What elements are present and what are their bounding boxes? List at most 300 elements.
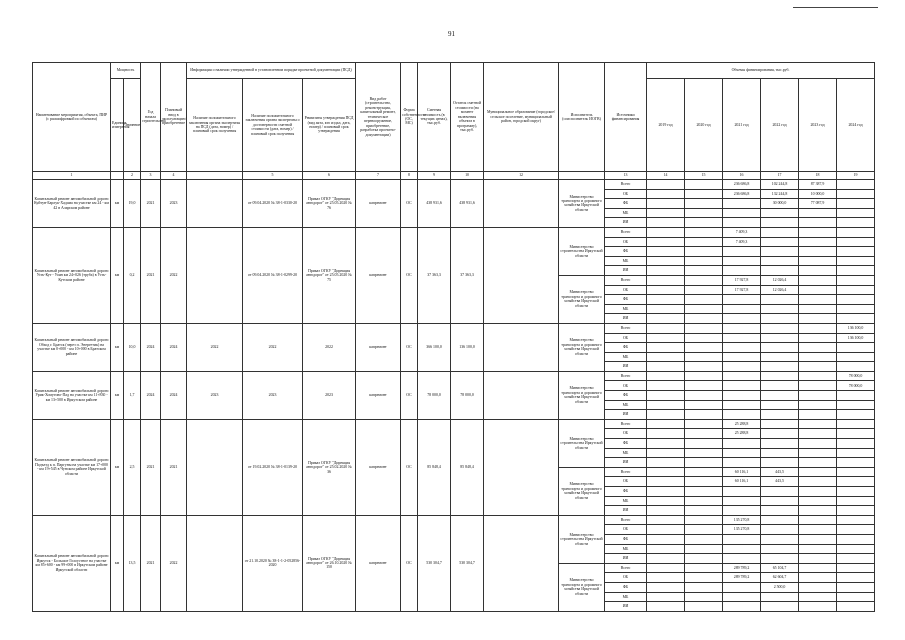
funding-value (647, 227, 685, 237)
object-unit: км (111, 180, 124, 228)
object-approval: 2022 (303, 323, 356, 371)
object-value: 1,7 (124, 371, 141, 419)
funding-value (685, 487, 723, 497)
header-docs: Информация о наличии утвержденной в установленном порядке проектной документации (ПСД) (187, 63, 356, 79)
funding-value (647, 371, 685, 381)
object-name: Капитальный ремонт автомобильной дороги Подъезд к п. Паргуны на участке км 17+000 - км 19+545 в Чунском районе Иркутской области (33, 419, 111, 515)
funding-value (799, 304, 837, 314)
funding-value (799, 285, 837, 295)
object-cost: 78 000,0 (418, 371, 451, 419)
funding-source: ИИ (605, 218, 647, 228)
object-municipal (484, 419, 559, 515)
header-unit: Единица измерения (111, 79, 124, 172)
object-start-year: 2021 (141, 419, 161, 515)
funding-value (685, 343, 723, 353)
funding-value (837, 256, 875, 266)
funding-value: 87 387,9 (799, 180, 837, 190)
executor: Министерство строительства Иркутской области (559, 227, 605, 275)
funding-value: 236 686,8 (723, 180, 761, 190)
object-municipal (484, 180, 559, 228)
funding-value (837, 227, 875, 237)
object-form: ОС (401, 371, 418, 419)
header-year: 2024 год (837, 79, 875, 172)
object-remaining: 78 000,0 (451, 371, 484, 419)
object-expert (187, 515, 243, 611)
funding-value (647, 314, 685, 324)
header-year: 2019 год (647, 79, 685, 172)
funding-value (685, 247, 723, 257)
funding-value (647, 410, 685, 420)
funding-value (685, 314, 723, 324)
funding-value (837, 314, 875, 324)
funding-value (837, 582, 875, 592)
funding-value (761, 218, 799, 228)
column-number: 15 (685, 172, 723, 180)
funding-value (723, 592, 761, 602)
funding-value (685, 189, 723, 199)
funding-value (647, 592, 685, 602)
column-number: 18 (799, 172, 837, 180)
funding-value (837, 563, 875, 573)
header-value: Значение (124, 79, 141, 172)
object-value: 19,0 (124, 180, 141, 228)
header-start-year: Год начала строительства (141, 63, 161, 172)
column-number: 16 (723, 172, 761, 180)
funding-value (799, 563, 837, 573)
object-approval: Приказ ОГКУ "Дирекция автодорог" от 25.05.2020 № 75 (303, 227, 356, 323)
funding-value (647, 544, 685, 554)
funding-source: МБ (605, 352, 647, 362)
funding-value (723, 208, 761, 218)
funding-value (761, 323, 799, 333)
funding-value (761, 371, 799, 381)
funding-value (799, 439, 837, 449)
funding-source: МБ (605, 544, 647, 554)
funding-value (761, 333, 799, 343)
funding-value (685, 227, 723, 237)
object-form: ОС (401, 227, 418, 323)
funding-value: 7 409,3 (723, 227, 761, 237)
object-unit: км (111, 371, 124, 419)
funding-value (761, 208, 799, 218)
funding-value (799, 371, 837, 381)
funding-source: ОБ (605, 477, 647, 487)
object-value: 2,5 (124, 419, 141, 515)
object-form: ОС (401, 515, 418, 611)
funding-value (723, 487, 761, 497)
funding-value: 236 686,8 (723, 189, 761, 199)
funding-value (647, 275, 685, 285)
funding-value (685, 391, 723, 401)
funding-value (647, 573, 685, 583)
funding-source: МБ (605, 592, 647, 602)
funding-value (837, 275, 875, 285)
funding-value: 77 087,9 (799, 199, 837, 209)
funding-value (837, 189, 875, 199)
funding-source: ФБ (605, 582, 647, 592)
funding-source: Всего (605, 563, 647, 573)
header-power: Мощность (111, 63, 141, 79)
funding-value (837, 487, 875, 497)
funding-value (685, 208, 723, 218)
funding-value (647, 180, 685, 190)
funding-value (799, 592, 837, 602)
funding-value (685, 256, 723, 266)
funding-value (647, 525, 685, 535)
funding-value (761, 381, 799, 391)
funding-source: ИИ (605, 266, 647, 276)
object-municipal (484, 323, 559, 371)
object-approval: Приказ ОГКУ "Дирекция автодорог" от 26.10.2020 № 150 (303, 515, 356, 611)
funding-value: 12 026,4 (761, 285, 799, 295)
funding-value (723, 544, 761, 554)
funding-value (799, 352, 837, 362)
funding-source: МБ (605, 256, 647, 266)
funding-value (723, 448, 761, 458)
funding-value (761, 227, 799, 237)
funding-value: 102 244,8 (761, 180, 799, 190)
funding-source: Всего (605, 323, 647, 333)
header-funding: Объемы финансирования, тыс.руб. (647, 63, 875, 79)
header-commission-year: Плановый ввод в эксплуатацию/приобретение (161, 63, 187, 172)
object-start-year: 2021 (141, 227, 161, 323)
funding-value (837, 429, 875, 439)
funding-value (837, 343, 875, 353)
object-estimate: от 21.10.2020 № 38-1-1-2-052856-2020 (243, 515, 303, 611)
object-unit: км (111, 419, 124, 515)
funding-value (837, 410, 875, 420)
header-name: Наименование мероприятия, объекта, ПИР (с расшифровкой по объектам) (33, 63, 111, 172)
page-number: 91 (448, 30, 455, 38)
funding-value (799, 323, 837, 333)
funding-value (685, 199, 723, 209)
column-number (559, 172, 605, 180)
object-expert: 2023 (187, 371, 243, 419)
object-name: Капитальный ремонт автомобильной дороги Урик-Хомутово-Пад на участке км 11+830 - км 13+500 в Иркутском районе (33, 371, 111, 419)
funding-value (723, 343, 761, 353)
table-body (33, 180, 875, 612)
funding-value (761, 314, 799, 324)
object-form: ОС (401, 419, 418, 515)
funding-source: ИИ (605, 362, 647, 372)
executor: Министерство строительства Иркутской области (559, 419, 605, 467)
column-number: 4 (161, 172, 187, 180)
funding-source: МБ (605, 448, 647, 458)
object-estimate: от 19.02.2020 № 38-1-0139-20 (243, 419, 303, 515)
object-estimate: от 09.04.2020 № 38-1-0299-20 (243, 227, 303, 323)
funding-value (837, 467, 875, 477)
funding-value (685, 467, 723, 477)
funding-value (685, 295, 723, 305)
funding-source: Всего (605, 371, 647, 381)
funding-value (761, 343, 799, 353)
funding-source: ИИ (605, 554, 647, 564)
funding-value (647, 563, 685, 573)
column-number: 12 (484, 172, 559, 180)
executor: Министерство транспорта и дорожного хозяйства Иркутской области (559, 467, 605, 515)
header-estimate: Наличие положительного заключения органа экспертизы о достоверности сметной стоимости (дата, номер) / плановый срок получения (243, 79, 303, 172)
funding-value (685, 419, 723, 429)
column-number: 6 (303, 172, 356, 180)
funding-value: 17 927,8 (723, 285, 761, 295)
funding-value (647, 506, 685, 516)
funding-value (685, 515, 723, 525)
funding-value (723, 381, 761, 391)
funding-value (723, 534, 761, 544)
header-form: Форма собственности (ОС, МС) (401, 63, 418, 172)
funding-value (761, 544, 799, 554)
funding-value (647, 266, 685, 276)
funding-value: 289 789,2 (723, 563, 761, 573)
header-executor: Исполнитель (соисполнитель ИОГВ) (559, 63, 605, 172)
funding-value (761, 247, 799, 257)
funding-value: 60 116,1 (723, 477, 761, 487)
funding-value: 136 100,0 (837, 323, 875, 333)
column-number: 5 (243, 172, 303, 180)
funding-value (761, 352, 799, 362)
funding-value: 10 000,0 (799, 189, 837, 199)
funding-value (799, 554, 837, 564)
object-remaining: 438 931,6 (451, 180, 484, 228)
funding-value: 30 000,0 (761, 199, 799, 209)
funding-value (685, 573, 723, 583)
funding-value: 2 500,0 (761, 582, 799, 592)
object-worktype: капремонт (356, 419, 401, 515)
object-start-year: 2021 (141, 515, 161, 611)
header-expert: Наличие положительного заключения органа экспертизы на ПСД (дата, номер) / плановый срок получения (187, 79, 243, 172)
table-row (33, 180, 875, 190)
funding-value (647, 391, 685, 401)
funding-value (761, 602, 799, 612)
funding-source: МБ (605, 304, 647, 314)
funding-value (799, 400, 837, 410)
funding-value (685, 448, 723, 458)
funding-value: 60 116,1 (723, 467, 761, 477)
column-number (111, 172, 124, 180)
funding-value (685, 266, 723, 276)
funding-value (799, 467, 837, 477)
funding-source: ФБ (605, 439, 647, 449)
funding-value (647, 333, 685, 343)
funding-value (799, 477, 837, 487)
column-number: 8 (401, 172, 418, 180)
funding-source: ИИ (605, 506, 647, 516)
funding-value (685, 237, 723, 247)
funding-value (647, 419, 685, 429)
object-name: Капитальный ремонт автомобильной дороги Иркутск - Большое Голоустное на участке км 85+600 - км 99+000 в Иркутском районе Иркутской области (33, 515, 111, 611)
object-name: Капитальный ремонт автомобильной дороги Обход г. Братск (через п. Энергетик) на участке км 0+000 - км 10+000 в Братском районе (33, 323, 111, 371)
funding-value (799, 458, 837, 468)
header-year: 2020 год (685, 79, 723, 172)
funding-value (647, 247, 685, 257)
funding-value (685, 275, 723, 285)
funding-source: ФБ (605, 343, 647, 353)
column-number: 17 (761, 172, 799, 180)
header-year: 2022 год (761, 79, 799, 172)
funding-value (761, 410, 799, 420)
funding-value (837, 400, 875, 410)
funding-value (647, 285, 685, 295)
funding-value (723, 582, 761, 592)
funding-value (647, 323, 685, 333)
funding-value (799, 573, 837, 583)
funding-value (837, 525, 875, 535)
funding-value (799, 544, 837, 554)
funding-value (761, 515, 799, 525)
funding-value (685, 525, 723, 535)
funding-value (647, 582, 685, 592)
funding-source: ОБ (605, 333, 647, 343)
funding-value (685, 180, 723, 190)
executor: Министерство транспорта и дорожного хозяйства Иркутской области (559, 275, 605, 323)
funding-value (647, 400, 685, 410)
funding-value (647, 496, 685, 506)
object-municipal (484, 371, 559, 419)
funding-value (761, 400, 799, 410)
funding-value (837, 285, 875, 295)
executor: Министерство транспорта и дорожного хозяйства Иркутской области (559, 180, 605, 228)
funding-value (723, 371, 761, 381)
funding-value (799, 410, 837, 420)
header-approval: Реквизиты утверждения ПСД (вид акта, кто издал, дата, номер) / плановый срок утверждения (303, 79, 356, 172)
funding-value (761, 487, 799, 497)
funding-value (799, 391, 837, 401)
funding-value (799, 582, 837, 592)
funding-value: 65 104,7 (761, 563, 799, 573)
funding-value: 135 270,8 (723, 525, 761, 535)
object-end-year: 2022 (161, 227, 187, 323)
object-end-year: 2024 (161, 323, 187, 371)
funding-value (761, 439, 799, 449)
funding-source: Всего (605, 419, 647, 429)
funding-value (685, 534, 723, 544)
object-form: ОС (401, 180, 418, 228)
column-number: 7 (356, 172, 401, 180)
object-worktype: капремонт (356, 371, 401, 419)
funding-source: Всего (605, 467, 647, 477)
funding-source: МБ (605, 208, 647, 218)
funding-value (685, 602, 723, 612)
funding-value (837, 448, 875, 458)
funding-source: ИИ (605, 458, 647, 468)
object-estimate: от 09.04.2020 № 38-1-0330-20 (243, 180, 303, 228)
column-number: 19 (837, 172, 875, 180)
funding-value (647, 439, 685, 449)
funding-value (647, 237, 685, 247)
funding-value (723, 295, 761, 305)
funding-value (685, 285, 723, 295)
funding-value (799, 362, 837, 372)
table-row (33, 515, 875, 525)
funding-value (723, 199, 761, 209)
funding-source: Всего (605, 227, 647, 237)
funding-value (799, 247, 837, 257)
funding-value (685, 362, 723, 372)
funding-value (761, 554, 799, 564)
funding-value (837, 515, 875, 525)
funding-value (723, 266, 761, 276)
funding-value (685, 218, 723, 228)
header-year: 2021 год (723, 79, 761, 172)
funding-value (761, 448, 799, 458)
executor: Министерство транспорта и дорожного хозяйства Иркутской области (559, 563, 605, 611)
funding-value (647, 304, 685, 314)
object-cost: 438 931,6 (418, 180, 451, 228)
funding-value (723, 247, 761, 257)
object-value: 0,2 (124, 227, 141, 323)
column-number: 14 (647, 172, 685, 180)
object-start-year: 2021 (141, 180, 161, 228)
funding-source: ФБ (605, 295, 647, 305)
funding-source: Всего (605, 275, 647, 285)
column-number: 1 (33, 172, 111, 180)
funding-value (723, 439, 761, 449)
column-number: 10 (451, 172, 484, 180)
funding-value (723, 304, 761, 314)
funding-value (837, 506, 875, 516)
column-number-row (33, 172, 875, 180)
funding-source: ИИ (605, 602, 647, 612)
funding-value (837, 199, 875, 209)
column-number: 13 (605, 172, 647, 180)
object-cost: 37 363,3 (418, 227, 451, 323)
funding-value (837, 419, 875, 429)
funding-value (761, 458, 799, 468)
funding-value (799, 314, 837, 324)
funding-value (647, 429, 685, 439)
object-cost: 530 304,7 (418, 515, 451, 611)
funding-value (761, 266, 799, 276)
funding-value: 135 270,8 (723, 515, 761, 525)
funding-value (761, 506, 799, 516)
funding-value (761, 525, 799, 535)
funding-value (723, 400, 761, 410)
funding-source: ОБ (605, 285, 647, 295)
funding-value (761, 419, 799, 429)
funding-source: Всего (605, 515, 647, 525)
object-unit: км (111, 515, 124, 611)
funding-value (837, 237, 875, 247)
object-end-year: 2023 (161, 180, 187, 228)
funding-value (799, 487, 837, 497)
funding-value (647, 199, 685, 209)
funding-value (799, 266, 837, 276)
funding-value (723, 218, 761, 228)
funding-value (799, 333, 837, 343)
funding-value (837, 554, 875, 564)
funding-value: 136 100,0 (837, 333, 875, 343)
funding-value (723, 391, 761, 401)
funding-value (685, 323, 723, 333)
funding-value (647, 448, 685, 458)
funding-value (685, 439, 723, 449)
funding-source: ФБ (605, 391, 647, 401)
table-row (33, 227, 875, 237)
object-value: 13,5 (124, 515, 141, 611)
funding-value (723, 496, 761, 506)
funding-value (685, 352, 723, 362)
object-unit: км (111, 227, 124, 323)
funding-value (723, 410, 761, 420)
funding-value (837, 534, 875, 544)
object-start-year: 2024 (141, 371, 161, 419)
object-unit: км (111, 323, 124, 371)
funding-value (723, 506, 761, 516)
header-worktype: Вид работ (строительство, реконструкция, капитальный ремонт, техническое перевооружение, приобретение, разработка проектно-документации) (356, 63, 401, 172)
funding-value (799, 208, 837, 218)
funding-value (685, 333, 723, 343)
header-municipal: Муниципальное образование (городское/сельское поселение, муниципальный район, городской округ) (484, 63, 559, 172)
